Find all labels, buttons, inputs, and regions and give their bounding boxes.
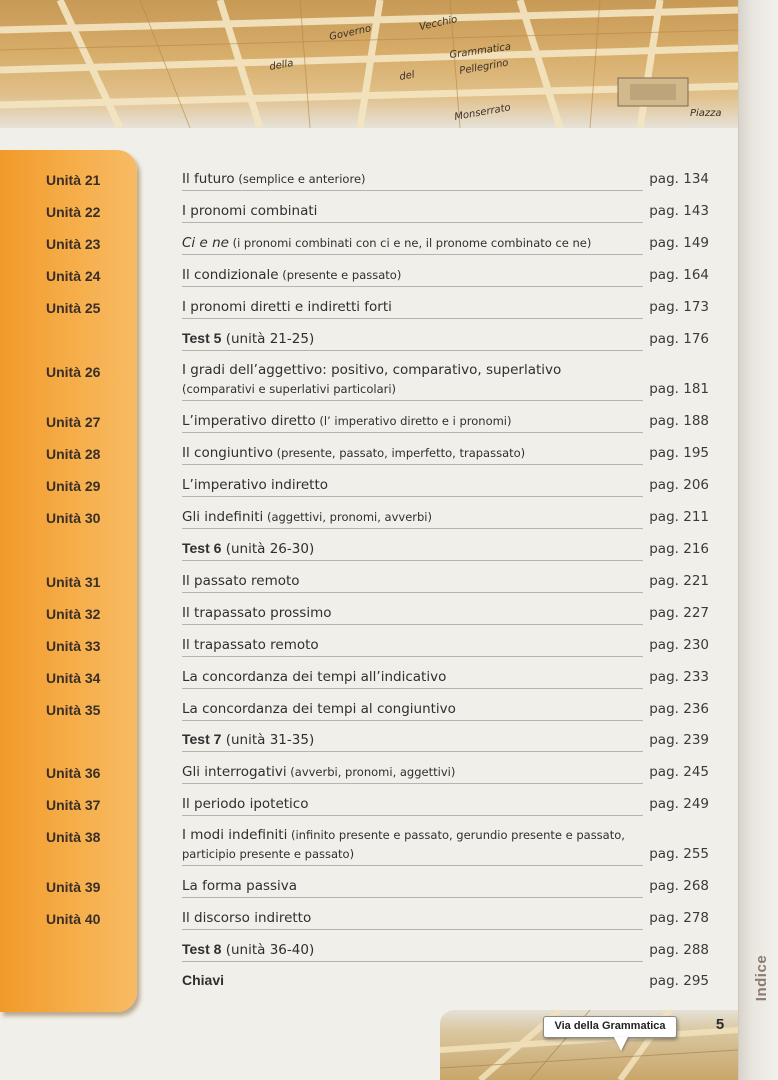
- toc-entry[interactable]: [182, 166, 709, 191]
- toc-rule: [182, 961, 643, 962]
- toc-page-number: pag. 255: [649, 846, 709, 862]
- toc-rule: [182, 720, 643, 721]
- unit-label: Unità 31: [46, 574, 101, 590]
- street-sign: [543, 1016, 677, 1038]
- toc-entry[interactable]: [182, 262, 709, 287]
- toc-entry-answers[interactable]: [182, 968, 709, 993]
- toc-title: Il futuro (semplice e anteriore): [182, 171, 366, 187]
- toc-rule: [182, 222, 643, 223]
- toc-entry[interactable]: [182, 632, 709, 657]
- toc-title: Il periodo ipotetico: [182, 796, 309, 812]
- toc-entry[interactable]: [182, 408, 709, 433]
- toc-rule: [182, 350, 643, 351]
- toc-page-number: pag. 176: [649, 331, 709, 347]
- section-tab: [733, 948, 771, 1004]
- toc-page-number: pag. 134: [649, 171, 709, 187]
- page-number: 5: [715, 1016, 725, 1033]
- street-sign-text: Via della Grammatica: [554, 1020, 666, 1032]
- toc-entry[interactable]: [182, 230, 709, 255]
- toc-title: I gradi dell’aggettivo: positivo, comparativo, superlativo (comparativi e superlativi particolari): [182, 362, 562, 396]
- unit-label: Unità 28: [46, 446, 101, 462]
- unit-label: Unità 27: [46, 414, 101, 430]
- toc-rule: [182, 624, 643, 625]
- toc-entry[interactable]: [182, 759, 709, 784]
- unit-label: Unità 33: [46, 638, 101, 654]
- toc-page-number: pag. 195: [649, 445, 709, 461]
- toc-rule: [182, 592, 643, 593]
- map-illustration: [0, 0, 740, 128]
- toc-title: Test 7 (unità 31-35): [182, 731, 315, 748]
- toc-entry-test[interactable]: [182, 536, 709, 561]
- unit-label: Unità 36: [46, 765, 101, 781]
- toc-page-number: pag. 221: [649, 573, 709, 589]
- toc-title: Test 8 (unità 36-40): [182, 941, 315, 958]
- toc-page-number: pag. 188: [649, 413, 709, 429]
- toc-title: La forma passiva: [182, 878, 298, 894]
- toc-entry[interactable]: [182, 568, 709, 593]
- toc-page-number: pag. 173: [649, 299, 709, 315]
- toc-title: Chiavi: [182, 972, 225, 988]
- unit-label: Unità 21: [46, 172, 101, 188]
- toc-title: Test 6 (unità 26-30): [182, 540, 315, 557]
- toc-rule: [182, 783, 643, 784]
- toc-title: Il congiuntivo (presente, passato, imperfetto, trapassato): [182, 445, 526, 461]
- toc-rule: [182, 464, 643, 465]
- toc-page-number: pag. 216: [649, 541, 709, 557]
- toc-title: Il passato remoto: [182, 573, 300, 589]
- toc-title: Ci e ne (i pronomi combinati con ci e ne, il pronome combinato ce ne): [182, 235, 592, 251]
- unit-label: Unità 34: [46, 670, 101, 686]
- toc-entry-test[interactable]: [182, 937, 709, 962]
- street-label: Pellegrino: [458, 57, 510, 77]
- toc-rule: [182, 656, 643, 657]
- toc-rule: [182, 286, 643, 287]
- toc-title: Il trapassato remoto: [182, 637, 319, 653]
- toc-page-number: pag. 236: [649, 701, 709, 717]
- toc-title: La concordanza dei tempi al congiuntivo: [182, 701, 456, 717]
- toc-page-number: pag. 230: [649, 637, 709, 653]
- toc-title: I modi indefiniti (infinito presente e passato, gerundio presente e passato, participio presente e passato): [182, 827, 625, 861]
- toc-page-number: pag. 245: [649, 764, 709, 780]
- toc-page-number: pag. 181: [649, 381, 709, 397]
- unit-label: Unità 38: [46, 829, 101, 845]
- toc-entry[interactable]: [182, 440, 709, 465]
- street-sign-pointer: [614, 1037, 628, 1051]
- street-label: Grammatica: [448, 41, 512, 61]
- toc-page-number: pag. 249: [649, 796, 709, 812]
- toc-rule: [182, 688, 643, 689]
- toc-page-number: pag. 164: [649, 267, 709, 283]
- toc-rule: [182, 560, 643, 561]
- toc-entry[interactable]: [182, 823, 709, 866]
- toc-entry[interactable]: [182, 358, 709, 401]
- unit-label: Unità 26: [46, 364, 101, 380]
- toc-entry[interactable]: [182, 504, 709, 529]
- toc-title: Il trapassato prossimo: [182, 605, 332, 621]
- toc-page-number: pag. 227: [649, 605, 709, 621]
- toc-entry[interactable]: [182, 696, 709, 721]
- toc-title: Gli indefiniti (aggettivi, pronomi, avverbi): [182, 509, 432, 525]
- toc-entry-test[interactable]: [182, 727, 709, 752]
- toc-title: I pronomi combinati: [182, 203, 318, 219]
- toc-rule: [182, 254, 643, 255]
- toc-page-number: pag. 278: [649, 910, 709, 926]
- toc-title: La concordanza dei tempi all’indicativo: [182, 669, 447, 685]
- toc-title: Il discorso indiretto: [182, 910, 312, 926]
- street-label: Piazza: [690, 108, 722, 119]
- street-label: della: [268, 57, 295, 73]
- toc-entry[interactable]: [182, 664, 709, 689]
- toc-entry[interactable]: [182, 873, 709, 898]
- unit-label: Unità 35: [46, 702, 101, 718]
- unit-label: Unità 37: [46, 797, 101, 813]
- unit-label: Unità 23: [46, 236, 101, 252]
- toc-rule: [182, 897, 643, 898]
- toc-entry[interactable]: [182, 791, 709, 816]
- map-banner: [0, 0, 740, 128]
- toc-rule: [182, 432, 643, 433]
- unit-label: Unità 30: [46, 510, 101, 526]
- toc-page-number: pag. 206: [649, 477, 709, 493]
- toc-page-number: pag. 211: [649, 509, 709, 525]
- toc-entry[interactable]: [182, 198, 709, 223]
- unit-label: Unità 29: [46, 478, 101, 494]
- toc-rule: [182, 318, 643, 319]
- toc-title: I pronomi diretti e indiretti forti: [182, 299, 392, 315]
- unit-label: Unità 40: [46, 911, 101, 927]
- toc-title: Gli interrogativi (avverbi, pronomi, aggettivi): [182, 764, 456, 780]
- street-label: Governo: [328, 23, 373, 43]
- toc-entry[interactable]: [182, 600, 709, 625]
- toc-entry[interactable]: [182, 905, 709, 930]
- toc-title: L’imperativo indiretto: [182, 477, 329, 493]
- toc-title: Il condizionale (presente e passato): [182, 267, 402, 283]
- toc-rule: [182, 190, 643, 191]
- section-tab-label: Indice: [753, 954, 770, 1002]
- toc-rule: [182, 400, 643, 401]
- toc-title: L’imperativo diretto (l’ imperativo diretto e i pronomi): [182, 413, 512, 429]
- unit-label: Unità 25: [46, 300, 101, 316]
- toc-entry[interactable]: [182, 294, 709, 319]
- unit-label: Unità 32: [46, 606, 101, 622]
- toc-page-number: pag. 268: [649, 878, 709, 894]
- toc-page-number: pag. 149: [649, 235, 709, 251]
- street-label: Monserrato: [453, 102, 512, 123]
- toc-page-number: pag. 295: [649, 973, 709, 989]
- toc-page-number: pag. 143: [649, 203, 709, 219]
- street-label: Vecchio: [418, 14, 459, 33]
- unit-label: Unità 22: [46, 204, 101, 220]
- toc-page-number: pag. 239: [649, 732, 709, 748]
- toc-rule: [182, 815, 643, 816]
- page-edge: [738, 0, 778, 1080]
- toc-title: Test 5 (unità 21-25): [182, 330, 315, 347]
- toc-entry-test[interactable]: [182, 326, 709, 351]
- unit-label: Unità 24: [46, 268, 101, 284]
- toc-rule: [182, 751, 643, 752]
- toc-page-number: pag. 288: [649, 942, 709, 958]
- toc-rule: [182, 865, 643, 866]
- toc-rule: [182, 496, 643, 497]
- toc-page-number: pag. 233: [649, 669, 709, 685]
- street-label: del: [398, 69, 416, 83]
- toc-entry[interactable]: [182, 472, 709, 497]
- unit-label: Unità 39: [46, 879, 101, 895]
- toc-rule: [182, 929, 643, 930]
- toc-rule: [182, 528, 643, 529]
